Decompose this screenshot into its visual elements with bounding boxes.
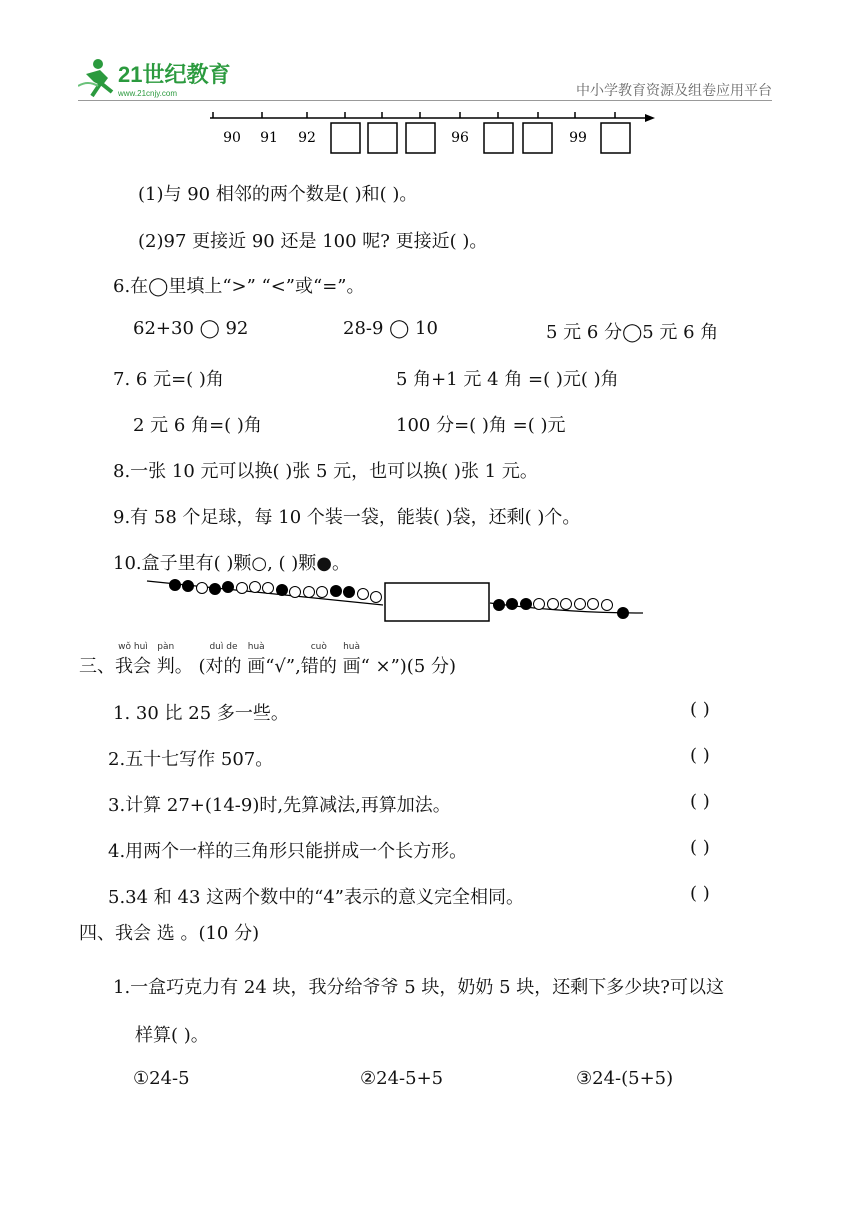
q7-row1-right: 5 角+1 元 4 角 =( )元( )角 xyxy=(396,369,619,390)
q8: 8.一张 10 元可以换( )张 5 元，也可以换( )张 1 元。 xyxy=(113,461,538,482)
runner-icon xyxy=(78,59,112,96)
nl-label-99: 99 xyxy=(569,130,587,146)
answer-box xyxy=(331,123,360,153)
number-line xyxy=(205,108,665,158)
judge-bracket[interactable]: ( ) xyxy=(690,699,710,720)
box xyxy=(385,583,489,621)
nl-label-91: 91 xyxy=(260,130,278,146)
judge-bracket[interactable]: ( ) xyxy=(690,745,710,766)
judge-item: 4.用两个一样的三角形只能拼成一个长方形。 xyxy=(108,841,468,862)
site-logo xyxy=(78,56,258,102)
choice-option[interactable]: ③24-(5+5) xyxy=(576,1068,674,1089)
q6-item: 28-9 ◯ 10 xyxy=(343,318,438,339)
choice-option[interactable]: ②24-5+5 xyxy=(360,1068,444,1089)
answer-box xyxy=(523,123,552,153)
choice-option[interactable]: ①24-5 xyxy=(133,1068,190,1089)
q7-row2-right: 100 分=( )角 =( )元 xyxy=(396,415,566,436)
section3-title: 三、 wǒ huì 我会 pàn 判。 ( duì de 对的 huà 画“√”, cuò 错的 huà 画“ ×”)(5 分) xyxy=(79,642,457,677)
platform-title: 中小学教育资源及组卷应用平台 xyxy=(576,83,772,99)
judge-item: 1. 30 比 25 多一些。 xyxy=(113,703,289,724)
q7-row2-left: 2 元 6 角=( )角 xyxy=(133,415,262,436)
logo-text: 21世纪教育 xyxy=(118,62,231,87)
answer-box xyxy=(406,123,435,153)
nl-label-92: 92 xyxy=(298,130,316,146)
judge-item: 3.计算 27+(14-9)时,先算减法,再算加法。 xyxy=(108,795,451,816)
nl-label-96: 96 xyxy=(451,130,469,146)
nl-label-90: 90 xyxy=(223,130,241,146)
q10: 10.盒子里有( )颗○, ( )颗●。 xyxy=(113,553,351,574)
q9: 9.有 58 个足球，每 10 个装一袋，能装( )袋，还剩( )个。 xyxy=(113,507,581,528)
beads-figure xyxy=(145,575,650,625)
q6-stem: 6.在◯里填上“>” “<”或“=”。 xyxy=(113,276,365,297)
judge-bracket[interactable]: ( ) xyxy=(690,883,710,904)
header-divider xyxy=(78,100,772,101)
judge-item: 2.五十七写作 507。 xyxy=(108,749,274,770)
q6-item: 5 元 6 分◯5 元 6 角 xyxy=(546,322,719,343)
answer-box xyxy=(368,123,397,153)
section4-title: 四、我会 选 。(10 分) xyxy=(79,923,260,944)
answer-box xyxy=(484,123,513,153)
q7-row1-left: 7. 6 元=( )角 xyxy=(113,369,224,390)
judge-bracket[interactable]: ( ) xyxy=(690,791,710,812)
choice-q1-line2: 样算( )。 xyxy=(135,1025,209,1046)
judge-item: 5.34 和 43 这两个数中的“4”表示的意义完全相同。 xyxy=(108,887,525,908)
choice-q1-line1: 1.一盒巧克力有 24 块，我分给爷爷 5 块，奶奶 5 块，还剩下多少块?可以这 xyxy=(113,977,724,998)
q6-item: 62+30 ◯ 92 xyxy=(133,318,249,339)
judge-bracket[interactable]: ( ) xyxy=(690,837,710,858)
q5-sub2: (2)97 更接近 90 还是 100 呢? 更接近( )。 xyxy=(138,231,488,252)
answer-box xyxy=(601,123,630,153)
q5-sub1: (1)与 90 相邻的两个数是( )和( )。 xyxy=(138,184,418,205)
logo-url: www.21cnjy.com xyxy=(118,89,177,98)
